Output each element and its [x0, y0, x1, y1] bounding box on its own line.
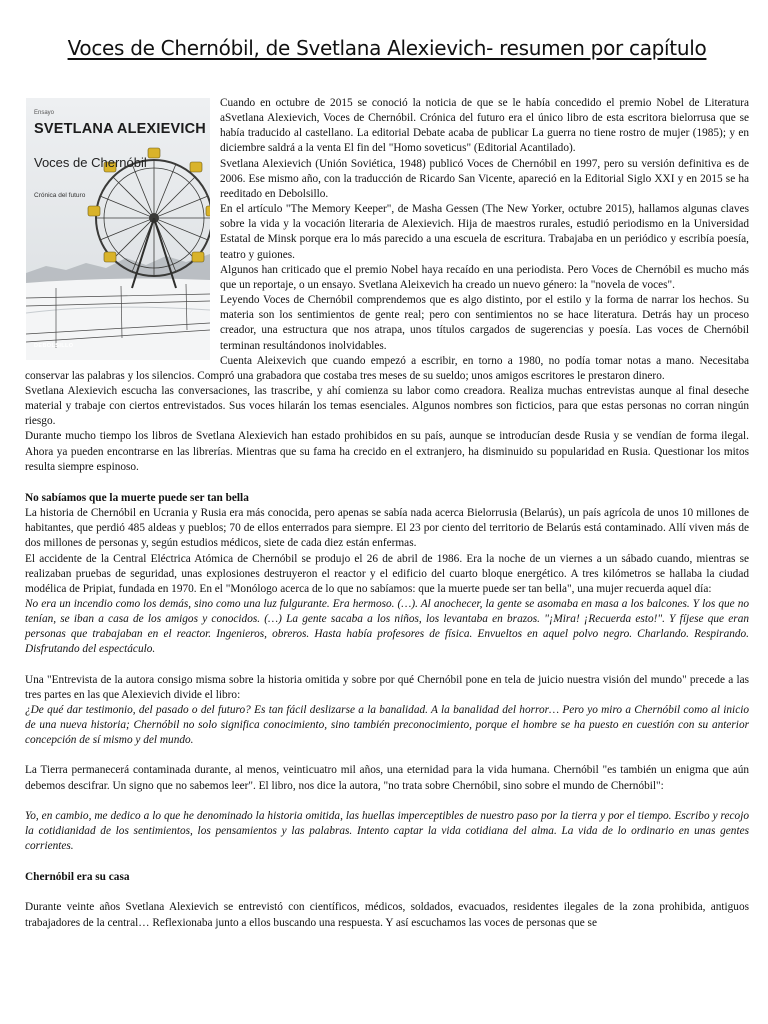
section1-paragraph-1: La historia de Chernóbil en Ucrania y Rusia era más conocida, pero apenas se sabía nada acerca Bielorrusia (Belarús), un país agrícola de unos 10 millones de habitantes, que perdió 485 aldeas y pueblos; 70 de ellos enterrados para siempre. El 23 por ciento del territorio de Belarús está contaminado. Allí viven más de dos millones de personas y, según estudios médicos, siete de cada diez están enfermas. [25, 507, 749, 550]
section-heading-muerte-bella: No sabíamos que la muerte puede ser tan bella [25, 491, 249, 504]
section-heading-chernobil-casa: Chernóbil era su casa [25, 871, 130, 884]
ferris-wheel-illustration [26, 98, 210, 360]
cover-genre-label: Ensayo [34, 110, 55, 116]
intro-paragraph-4: Algunos han criticado que el premio Nobel haya recaído en una periodista. Pero Voces de Chernóbil es mucho más que un reportaje, o un ensayo. Svetlana Aleixevich ha creado un nuevo género: la "novela de voces". [220, 263, 749, 291]
section1-quote-3: Yo, en cambio, me dedico a lo que he denominado la historia omitida, las huellas imperceptibles de nuestro paso por la tierra y por el tiempo. Escribo y recojo la cotidianidad de los sentimientos, los pensamientos y las palabras. Intento captar la vida cotidiana del alma. La vida de lo ordinario en unas gentes corrientes. [25, 809, 749, 853]
cover-publisher-logo: DEBOLSILLO [34, 342, 74, 349]
book-cover-image [26, 98, 210, 360]
section2-paragraph-1: Durante veinte años Svetlana Alexievich se entrevistó con científicos, médicos, soldados, evacuados, residentes ilegales de la zona prohibida, antiguos trabajadores de la central… Reflexionaba junto a ellos buscando una respuesta. Y así escuchamos las voces de personas que se [25, 901, 749, 929]
intro-paragraph-2: Svetlana Alexievich (Unión Soviética, 1948) publicó Voces de Chernóbil en 1997, pero su versión definitiva es de 2006. Ese mismo año, con la traducción de Ricardo San Vicente, apareció en la Editorial Siglo XXI y en 2015 se ha reeditado en Debolsillo. [220, 157, 749, 200]
document-page [25, 0, 749, 931]
section1-paragraph-2: El accidente de la Central Eléctrica Atómica de Chernóbil se produjo el 26 de abril de 1986. Era la noche de un viernes a un sábado cuando, mientras se realizaban pruebas de seguridad, unas explosiones destruyeron el reactor y el edificio del cuarto bloque energético. A tres kilómetros se hallaba la ciudad modélica de Pripiat, fundada en 1970. En el "Monólogo acerca de lo que no sabíamos: que la muerte puede ser tan bella", una mujer recuerda aquel día: [25, 552, 749, 595]
document-title: Voces de Chernóbil, de Svetlana Alexievich- resumen por capítulo [67, 36, 707, 60]
intro-paragraph-1: Cuando en octubre de 2015 se conoció la noticia de que se le había concedido el premio Nobel de Literatura aSvetlana Alexievich, Voces de Chernóbil. Crónica del futuro era el único libro de esta escritora bielorrusa que se había traducido al castellano. La editorial Debate acaba de publicar La guerra no tiene rostro de mujer (1985); y en diciembre saldrá a la venta El fin del "Homo soveticus" (Editorial Acantilado). [220, 97, 749, 155]
intro-paragraph-5: Leyendo Voces de Chernóbil comprendemos que es algo distinto, por el estilo y la forma de narrar los hechos. Su materia son los sentimientos de gente real; pero con sentimientos no se hace literatura. Detrás hay un proceso creador, una estructura que nos atrapa, unos títulos cargados de sugerencias y poesía. Las voces de Chernóbil terminan resultándonos inolvidables. [220, 294, 749, 352]
document-body [25, 96, 749, 931]
cover-subtitle: Crónica del futuro [34, 192, 86, 199]
section1-paragraph-4: La Tierra permanecerá contaminada durante, al menos, veinticuatro mil años, una eternidad para la vida humana. Chernóbil "es también un enigma que aún debemos descifrar. Un signo que no sabemos leer". El libro, nos dice la autora, "no trata sobre Chernóbil, sino sobre el mundo de Chernóbil": [25, 764, 749, 792]
intro-paragraph-7: Svetlana Alexievich escucha las conversaciones, las trascribe, y ahí comienza su labor como creadora. Realiza muchas entrevistas aunque al final deseche material y trabaje con ciertos entrevistados. Sus voces hilarán los temas esenciales. Algunos nombres son ficticios, para que estas personas no corran ningún riesgo. [25, 384, 749, 428]
intro-paragraph-8: Durante mucho tiempo los libros de Svetlana Alexievich han estado prohibidos en su país, aunque se introducían desde Rusia y se vendían de forma ilegal. Ahora ya pueden encontrarse en las librerías. Mientras que su fama ha crecido en el extranjero, ha disminuido su popularidad en Rusia. Questionar los mitos resulta siempre espinoso. [25, 430, 749, 473]
cover-author: SVETLANA ALEXIEVICH [34, 121, 206, 137]
cover-title: Voces de Chernóbil [34, 155, 147, 170]
section1-quote-1: No era un incendio como los demás, sino como una luz fulgurante. Era hermoso. (…). Al anochecer, la gente se asomaba en masa a los balcones. Y los que no tenían, se iban a casa de los amigos y conocidos. (…) La gente sacaba a los niños, los levantaba en brazos. "¡Mira! ¡Recuerda esto!". Y fíjese que eran personas que trabajaban en el reactor. Ingenieros, obreros. Hasta había profesores de física. Envueltos en aquel polvo negro. Charlando. Respirando. Disfrutando del espectáculo. [25, 598, 749, 656]
intro-paragraph-3: En el artículo "The Memory Keeper", de Masha Gessen (The New Yorker, octubre 2015), hallamos algunas claves sobre la vida y la vocación literaria de Alexievich. Hija de maestros rurales, estudió periodismo en la Universidad Estatal de Minsk porque era lo más parecido a una escuela de escritura. Trabajaba en un periódico y escribía poesía, teatro y guiones. [220, 203, 749, 261]
intro-paragraph-6: Cuenta Aleixevich que cuando empezó a escribir, en torno a 1980, no podía tomar notas a mano. Necesitaba conservar las palabras y los silencios. Compró una grabadora que costaba tres meses de su sueldo; unos amigos escritores le prestaron dinero. [25, 354, 749, 382]
section1-quote-2: ¿De qué dar testimonio, del pasado o del futuro? Es tan fácil deslizarse a la banalidad. A la banalidad del horror… Pero yo miro a Chernóbil como al inicio de una nueva historia; Chernóbil no solo significa conocimiento, sino también preconocimiento, porque el hombre se ha puesto en cuestión con su anterior concepción de sí mismo y del mundo. [25, 703, 749, 747]
section1-paragraph-3: Una "Entrevista de la autora consigo misma sobre la historia omitida y sobre por qué Chernóbil pone en tela de juicio nuestra visión del mundo" precede a las tres partes en las que Alexievich divide el libro: [25, 673, 749, 701]
